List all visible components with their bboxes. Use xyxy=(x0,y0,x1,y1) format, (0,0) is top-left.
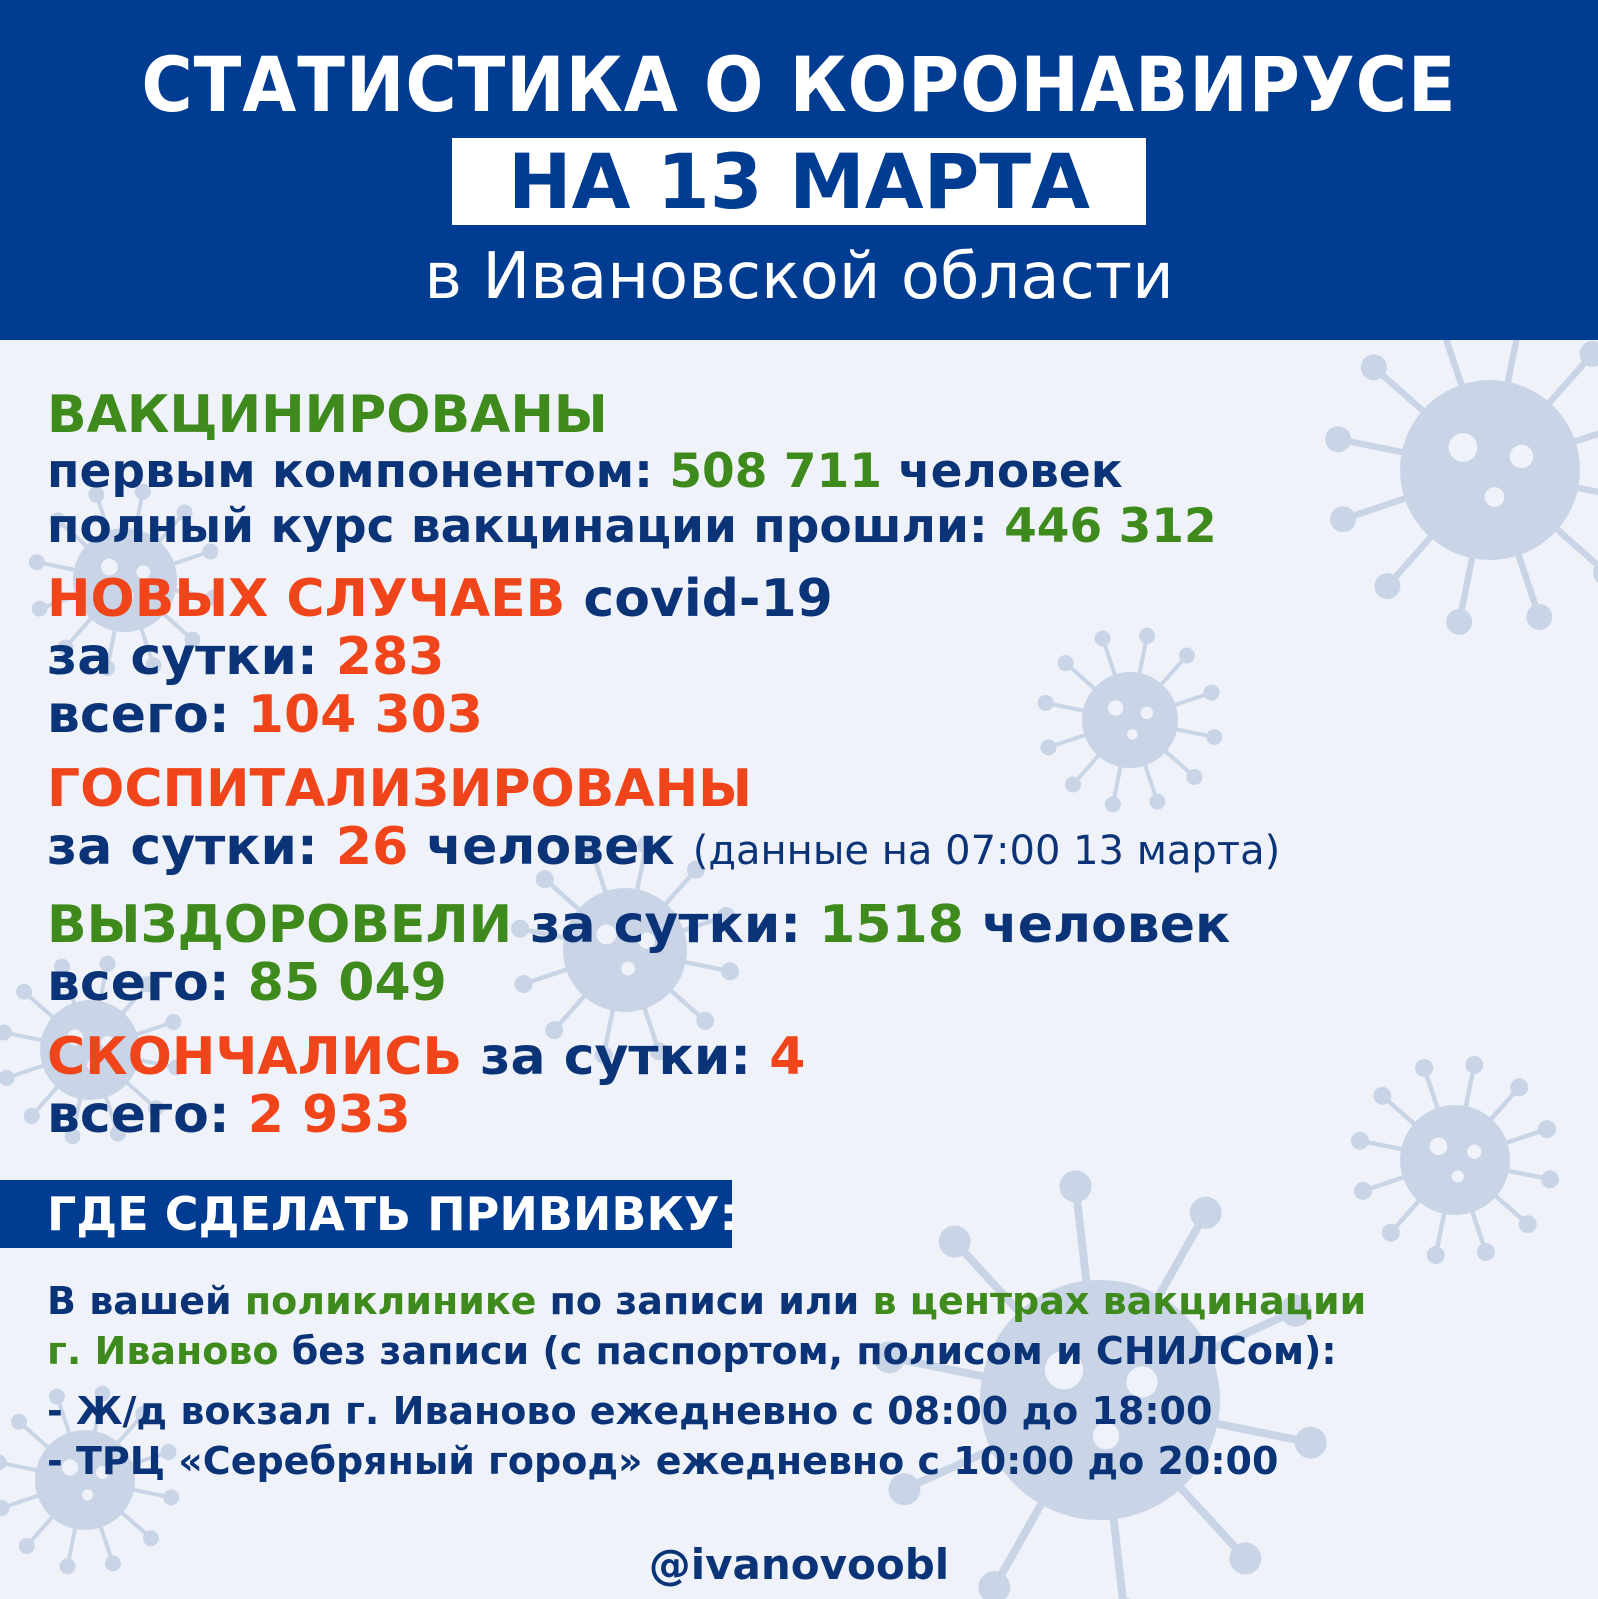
places-text-b: без записи (с паспортом, полисом и СНИЛСом): xyxy=(291,1329,1337,1373)
page-title: СТАТИСТИКА О КОРОНАВИРУСЕ xyxy=(141,40,1457,129)
recovered-total-value: 85 049 xyxy=(247,953,447,1013)
vaccinated-heading: ВАКЦИНИРОВАНЫ xyxy=(47,385,608,445)
recovered-heading: ВЫЗДОРОВЕЛИ xyxy=(47,895,513,955)
vaccinated-first-unit: человек xyxy=(898,444,1123,499)
recovered-heading-line xyxy=(47,896,1280,954)
deaths-day-value: 4 xyxy=(769,1027,806,1087)
new-cases-heading-line xyxy=(47,570,1280,628)
hospitalized-day-label: за сутки: xyxy=(47,817,318,877)
new-cases-total-value: 104 303 xyxy=(247,685,483,745)
recovered-total-line xyxy=(47,954,1280,1012)
deaths-total-line xyxy=(47,1086,1280,1144)
date-box xyxy=(452,138,1146,225)
vaccinated-first-value: 508 711 xyxy=(669,444,882,499)
place-item-mall: - ТРЦ «Серебряный город» ежедневно с 10:00 до 20:00 xyxy=(47,1439,1279,1483)
places-line-2 xyxy=(47,1326,1366,1376)
new-cases-total-label: всего: xyxy=(47,685,230,745)
vaccinated-first-label: первым компонентом: xyxy=(47,444,653,499)
date-label: НА 13 МАРТА xyxy=(508,137,1090,226)
places-text-a: В вашей xyxy=(47,1279,232,1323)
vaccinated-full-value: 446 312 xyxy=(1004,499,1217,554)
hospitalized-day-value: 26 xyxy=(335,817,409,877)
vaccination-places xyxy=(47,1276,1366,1486)
new-cases-day-value: 283 xyxy=(335,627,445,687)
where-banner xyxy=(0,1180,738,1248)
recovered-day-value: 1518 xyxy=(819,895,964,955)
vaccinated-full-label: полный курс вакцинации прошли: xyxy=(47,499,988,554)
social-handle: @ivanovoobl xyxy=(648,1540,950,1589)
region-label: в Ивановской области xyxy=(424,240,1174,314)
deaths-heading-line xyxy=(47,1028,1280,1086)
new-cases-heading: НОВЫХ СЛУЧАЕВ xyxy=(47,569,566,629)
new-cases-day-label: за сутки: xyxy=(47,627,318,687)
places-clinic: поликлинике xyxy=(244,1279,537,1323)
recovered-day-unit: человек xyxy=(982,895,1231,955)
recovered-total-label: всего: xyxy=(47,953,230,1013)
places-line-1 xyxy=(47,1276,1366,1326)
hospitalized-note: (данные на 07:00 13 марта) xyxy=(692,828,1281,874)
places-centers: в центрах вакцинации xyxy=(872,1279,1367,1323)
vaccinated-first-line xyxy=(47,444,1280,499)
where-heading: ГДЕ СДЕЛАТЬ ПРИВИВКУ: xyxy=(47,1187,738,1241)
vaccinated-full-line xyxy=(47,499,1280,554)
new-cases-day-line xyxy=(47,628,1280,686)
deaths-total-value: 2 933 xyxy=(247,1085,411,1145)
places-text-c: по записи или xyxy=(549,1279,860,1323)
stats-section xyxy=(47,386,1280,1144)
deaths-day-label: за сутки: xyxy=(480,1027,752,1087)
deaths-heading: СКОНЧАЛИСЬ xyxy=(47,1027,463,1087)
place-item-station: - Ж/д вокзал г. Иваново ежедневно с 08:00 до 18:00 xyxy=(47,1389,1213,1433)
hospitalized-day-unit: человек xyxy=(426,817,675,877)
recovered-day-label: за сутки: xyxy=(530,895,802,955)
header-banner xyxy=(0,0,1598,340)
deaths-total-label: всего: xyxy=(47,1085,230,1145)
hospitalized-day-line xyxy=(47,818,1280,880)
new-cases-total-line xyxy=(47,686,1280,744)
places-city: г. Иваново xyxy=(47,1329,279,1373)
new-cases-suffix: covid-19 xyxy=(583,569,833,629)
hospitalized-heading: ГОСПИТАЛИЗИРОВАНЫ xyxy=(47,759,753,819)
